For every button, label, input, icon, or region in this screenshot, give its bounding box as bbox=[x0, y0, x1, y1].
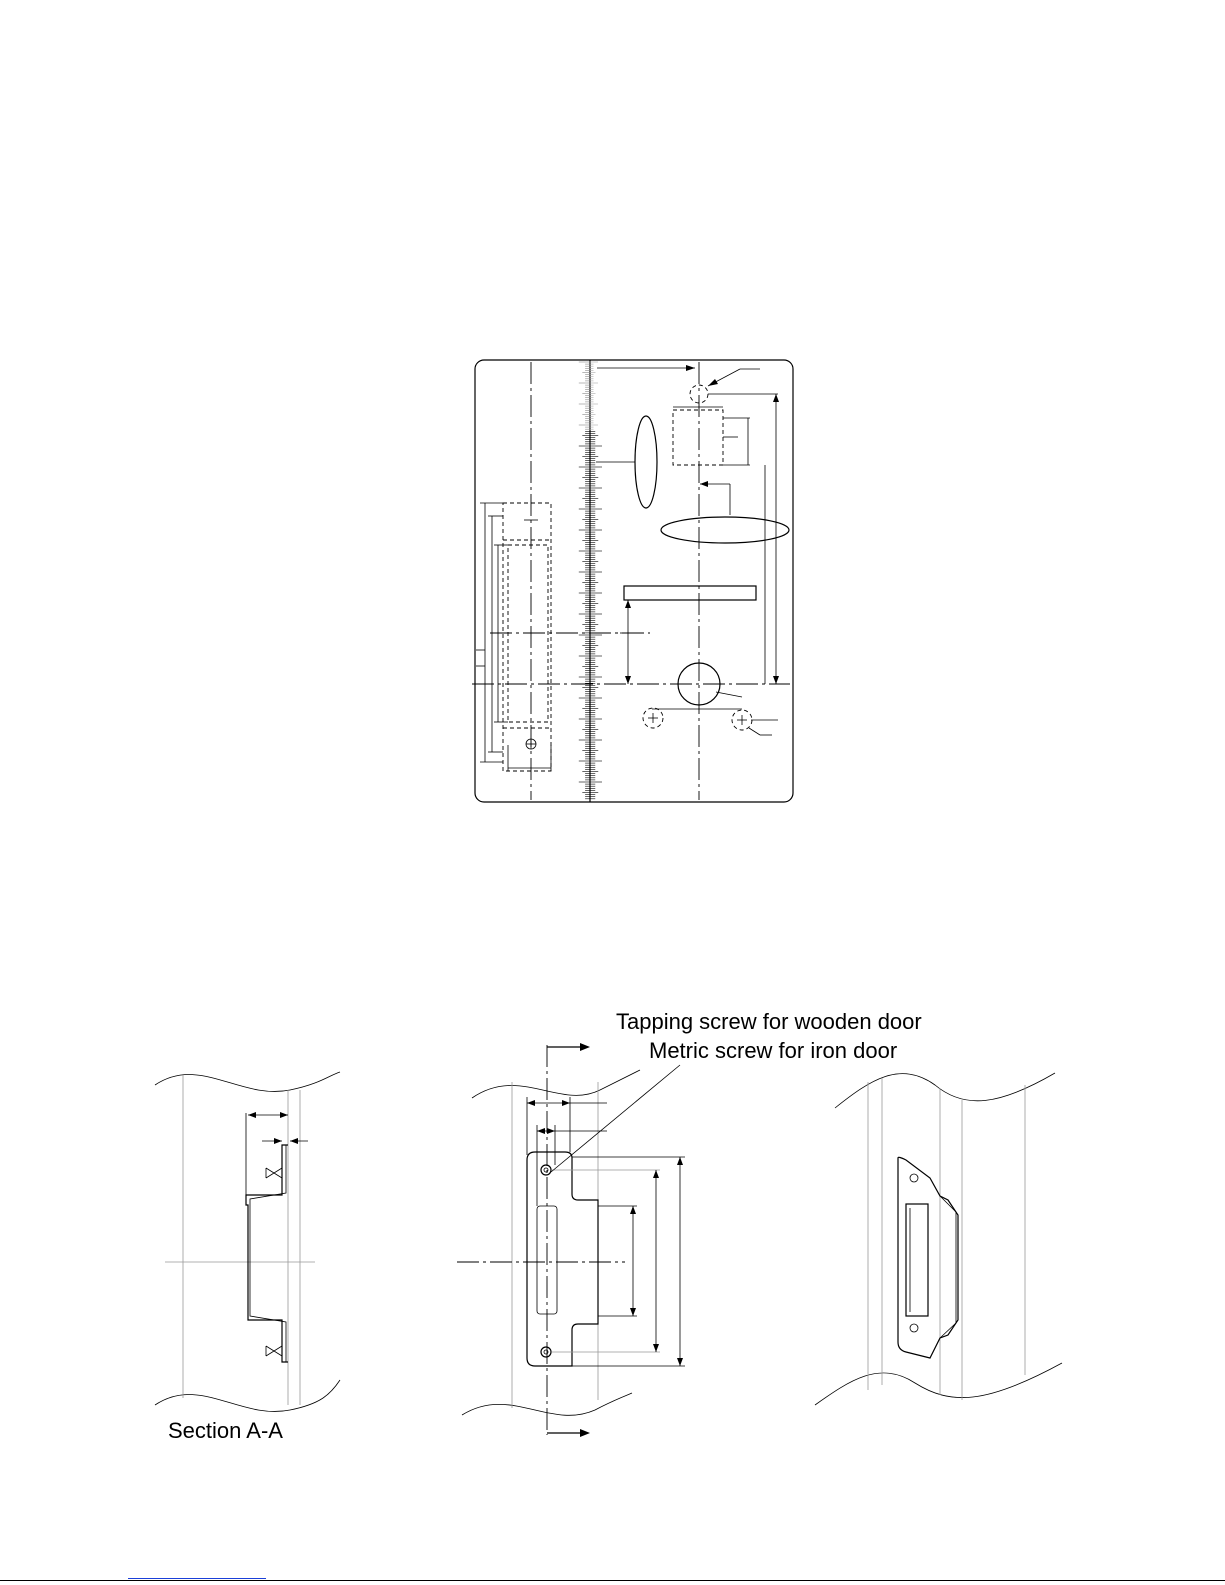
ellipse-vertical bbox=[635, 416, 657, 508]
section-label: Section A-A bbox=[168, 1418, 283, 1443]
screw-hole-top bbox=[541, 1165, 551, 1175]
strike-outline-inner bbox=[508, 545, 548, 722]
iso-strike-slot bbox=[906, 1204, 928, 1316]
strike-plate bbox=[527, 1152, 598, 1366]
footer-link-underline bbox=[128, 1578, 266, 1579]
screw-hole-bottom bbox=[541, 1347, 551, 1357]
strike-outline-outer bbox=[503, 503, 551, 771]
callout-metric-screw: Metric screw for iron door bbox=[649, 1038, 898, 1063]
mounting-template bbox=[472, 360, 793, 802]
callout-tapping-screw: Tapping screw for wooden door bbox=[616, 1009, 922, 1034]
isometric-view bbox=[815, 1073, 1062, 1405]
template-border bbox=[475, 360, 793, 802]
dashed-box bbox=[673, 410, 723, 465]
footer-rule bbox=[0, 1580, 1225, 1581]
ellipse-horizontal bbox=[661, 517, 789, 543]
front-view bbox=[457, 1043, 685, 1437]
bar-rectangle bbox=[624, 586, 756, 600]
section-a-a-view bbox=[155, 1072, 340, 1411]
